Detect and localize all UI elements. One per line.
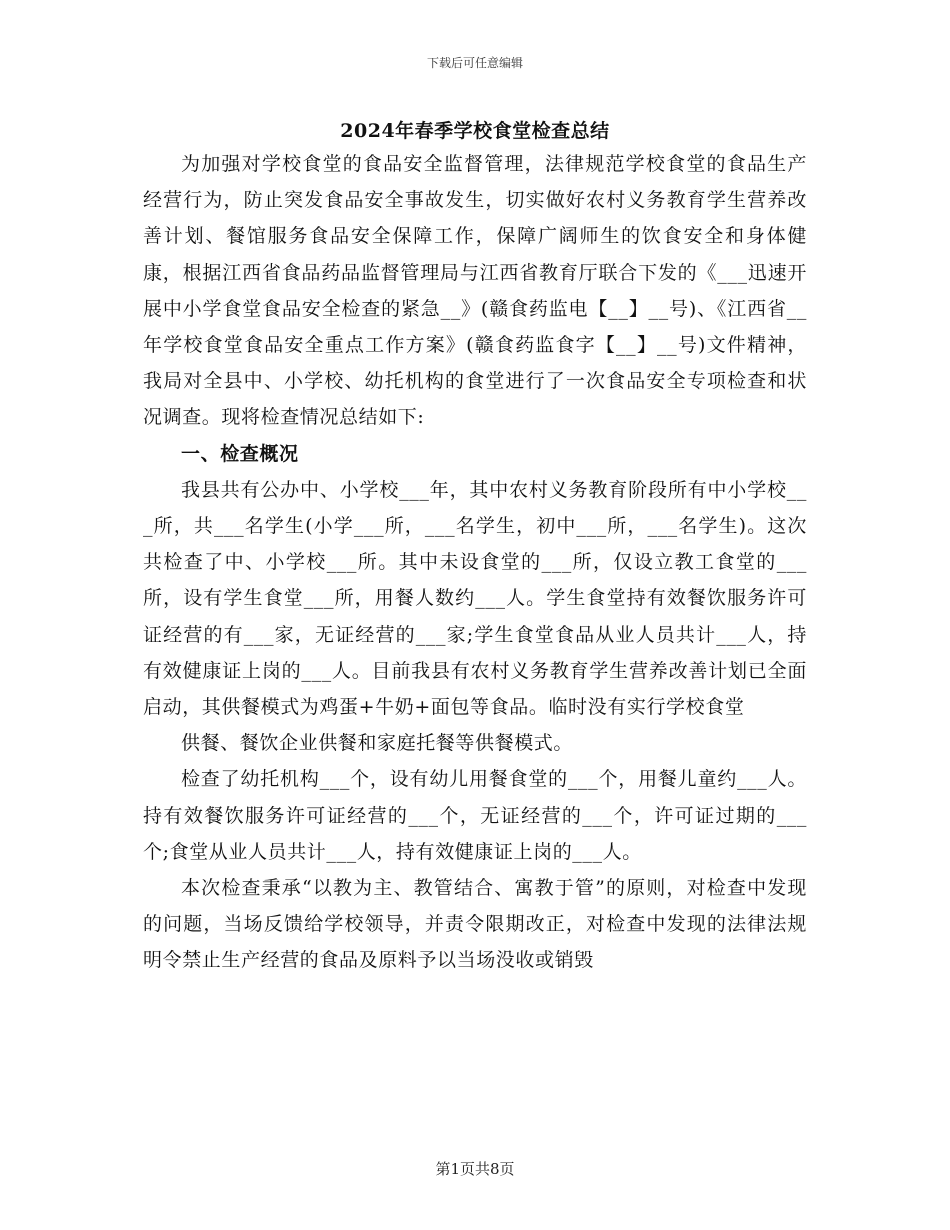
page-number: 第1页共8页 [435,1160,515,1178]
document-title: 2024年春季学校食堂检查总结 [340,120,610,142]
overview-paragraph: 我县共有公办中、小学校___年，其中农村义务教育阶段所有中小学校___所，共___名学生(小学___所，___名学生，初中___所，___名学生)。这次共检查了中、小学校___所。其中未设食堂的___所，仅设立教工食堂的___所，设有学生食堂___所，用餐人数约___人。学生食堂持有效餐饮服务许可证经营的有___家，无证经营的___家;学生食堂食品从业人员共计___人，持有效健康证上岗的___人。目前我县有农村义务教育学生营养改善计划已全面启动，其供餐模式为鸡蛋+牛奶+面包等食品。临时没有实行学校食堂 [143,478,807,719]
document-body [143,146,807,979]
supply-mode-paragraph: 供餐、餐饮企业供餐和家庭托餐等供餐模式。 [181,732,574,755]
intro-paragraph: 为加强对学校食堂的食品安全监督管理，法律规范学校食堂的食品生产经营行为，防止突发食品安全事故发生，切实做好农村义务教育学生营养改善计划、餐馆服务食品安全保障工作，保障广阔师生的饮食安全和身体健康，根据江西省食品药品监督管理局与江西省教育厅联合下发的《___迅速开展中小学食堂食品安全检查的紧急__》(赣食药监电【__】__号)、《江西省__年学校食堂食品安全重点工作方案》(赣食药监食字【__】__号)文件精神，我局对全县中、小学校、幼托机构的食堂进行了一次食品安全专项检查和状况调查。现将检查情况总结如下: [143,153,807,429]
kindergarten-paragraph: 检查了幼托机构___个，设有幼儿用餐食堂的___个，用餐儿童约___人。持有效餐饮服务许可证经营的___个，无证经营的___个，许可证过期的___个;食堂从业人员共计___人，持有效健康证上岗的___人。 [143,768,807,863]
header-note: 下载后可任意编辑 [426,56,523,70]
principle-paragraph: 本次检查秉承“以教为主、教管结合、寓教于管”的原则，对检查中发现的问题，当场反馈给学校领导，并责令限期改正，对检查中发现的法律法规明令禁止生产经营的食品及原料予以当场没收或销毁 [143,877,807,972]
section-heading: 一、检查概况 [181,442,299,465]
